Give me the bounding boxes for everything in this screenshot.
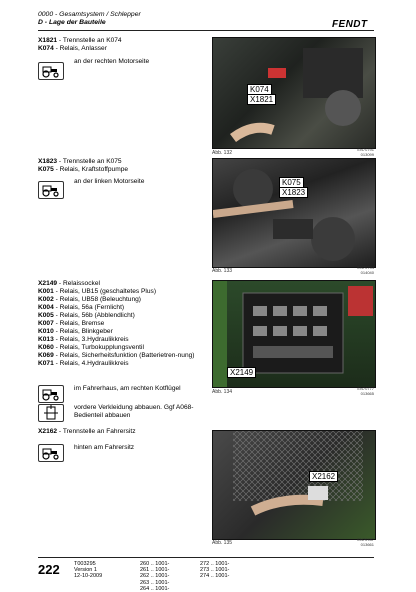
photo-label: K075 (279, 177, 304, 188)
photo-x1823 (212, 158, 376, 268)
photo-label: K074 (247, 84, 272, 95)
location-text: im Fahrerhaus, am rechten Kotflügel (74, 385, 181, 392)
caption-134: Abb. 134 EN70777 013665 (212, 386, 374, 396)
location-text: an der rechten Motorseite (74, 58, 150, 65)
header-divider (38, 30, 374, 31)
section-x1823 (38, 158, 208, 174)
section-x1821 (38, 37, 208, 53)
section-title: D - Lage der Bauteile (38, 19, 106, 26)
caption-135: Abb. 135 EN70787 013661 (212, 537, 374, 547)
note-text: vordere Verkleidung abbauen. Ggf A068-Bedienteil abbauen (74, 404, 194, 419)
line-item: K002 - Relais, UB58 (Beleuchtung) (38, 296, 141, 303)
section-x2149 (38, 280, 208, 368)
footer-divider (38, 557, 374, 558)
photo-label: X1821 (247, 94, 276, 105)
page-number: 222 (38, 562, 60, 577)
line-x1823: X1823 - Trennstelle an K075 (38, 158, 122, 165)
line-x2162: X2162 - Trennstelle an Fahrersitz (38, 428, 136, 435)
tractor-icon (38, 62, 64, 80)
line-item: K010 - Relais, Blinkgeber (38, 328, 113, 335)
line-item: K071 - Relais, 4.Hydraulikkreis (38, 360, 129, 367)
line-item: K013 - Relais, 3.Hydraulikkreis (38, 336, 129, 343)
photo-x2149 (212, 280, 376, 388)
disassembly-icon (38, 404, 64, 422)
photo-label: X2162 (309, 471, 338, 482)
line-k075: K075 - Relais, Kraftstoffpumpe (38, 166, 129, 173)
page-header (38, 11, 141, 27)
serials-b: 272 .. 1001- 273 .. 1001- 274 .. 1001- (200, 561, 230, 580)
section-x2162 (38, 428, 208, 436)
photo-label: X1823 (279, 187, 308, 198)
tractor-icon (38, 181, 64, 199)
brand-logo: FENDT (332, 19, 368, 30)
line-item: K060 - Relais, Turbokupplungsventil (38, 344, 144, 351)
line-item: K069 - Relais, Sicherheitsfunktion (Batterietren-nung) (38, 352, 195, 359)
location-text: hinten am Fahrersitz (74, 444, 135, 451)
location-text: an der linken Motorseite (74, 178, 145, 185)
tractor-icon (38, 444, 64, 462)
line-item: K004 - Relais, 56a (Fernlicht) (38, 304, 125, 311)
photo-label: X2149 (227, 367, 256, 378)
caption-133: Abb. 133 EN70794 014040 (212, 265, 374, 275)
doc-info: T003295 Version 1 12-10-2009 (74, 561, 103, 580)
caption-132: Abb. 132 EN70791 013099 (212, 147, 374, 157)
line-item: K007 - Relais, Bremse (38, 320, 105, 327)
line-item: K005 - Relais, 56b (Abblendlicht) (38, 312, 135, 319)
line-item: K001 - Relais, UB15 (geschaltetes Plus) (38, 288, 157, 295)
tractor-icon (38, 385, 64, 403)
line-item: X2149 - Relaissockel (38, 280, 100, 287)
photo-x1821 (212, 37, 376, 149)
line-x1821: X1821 - Trennstelle an K074 (38, 37, 122, 44)
chapter-title: 0000 - Gesamtsystem / Schlepper (38, 11, 141, 18)
line-k074: K074 - Relais, Anlasser (38, 45, 107, 52)
photo-x2162 (212, 430, 376, 540)
serials-a: 260 .. 1001- 261 .. 1001- 262 .. 1001- 263 .. 1001- 264 .. 1001- (140, 561, 170, 592)
